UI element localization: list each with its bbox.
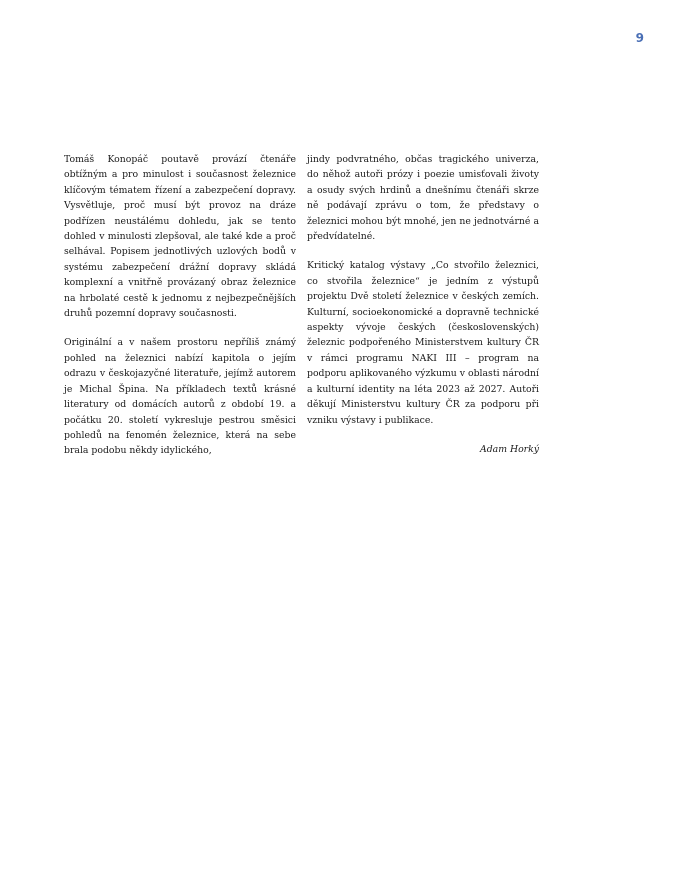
paragraph: Kritický katalog výstavy „Co stvořilo železnici, co stvořila železnice“ je jedním z výstupů projektu Dvě století železnice v českých zemích. Kulturní, socioekonomické a dopravně technické aspekty vývoje českých (československých) železnic podpořeného Ministerstvem kultury ČR v rámci programu NAKI III – program na podporu aplikovaného výzkumu v oblasti národní a kulturní identity na léta 2023 až 2027. Autoři děkují Ministerstvu kultury ČR za podporu při vzniku výstavy i publikace. <box>307 260 539 426</box>
left-column <box>64 152 296 473</box>
author-signature: Adam Horký <box>479 443 539 455</box>
right-column <box>307 152 539 473</box>
paragraph: jindy podvratného, občas tragického univerza, do něhož autoři prózy i poezie umisťovali životy a osudy svých hrdinů a dnešnímu čtenáři skrze ně podávají zprávu o tom, že představy o železnici mohou být mnohé, jen ne jednotvárné a předvídatelné. <box>307 154 539 243</box>
paragraph: Tomáš Konopáč poutavě provází čtenáře obtížným a pro minulost i současnost železnice klíčovým tématem řízení a zabezpečení dopravy. Vysvětluje, proč musí být provoz na dráze podřízen neustálému dohledu, jak se tento dohled v minulosti zlepšoval, ale také kde a proč selhával. Popisem jednotlivých uzlových bodů v systému zabezpečení drážní dopravy skládá komplexní a vnitřně provázaný obraz železnice na hrbolaté cestě k jednomu z nejbezpečnějších druhů pozemní dopravy současnosti. <box>64 154 296 320</box>
page-number: 9 <box>635 31 644 45</box>
text-columns <box>64 152 539 473</box>
paragraph: Originální a v našem prostoru nepříliš známý pohled na železnici nabízí kapitola o jejím odrazu v českojazyčné literatuře, jejímž autorem je Michal Špina. Na příkladech textů krásné literatury od domácích autorů z období 19. a počátku 20. století vykresluje pestrou směsici pohledů na fenomén železnice, která na sebe brala podobu někdy idylického, <box>64 337 296 457</box>
